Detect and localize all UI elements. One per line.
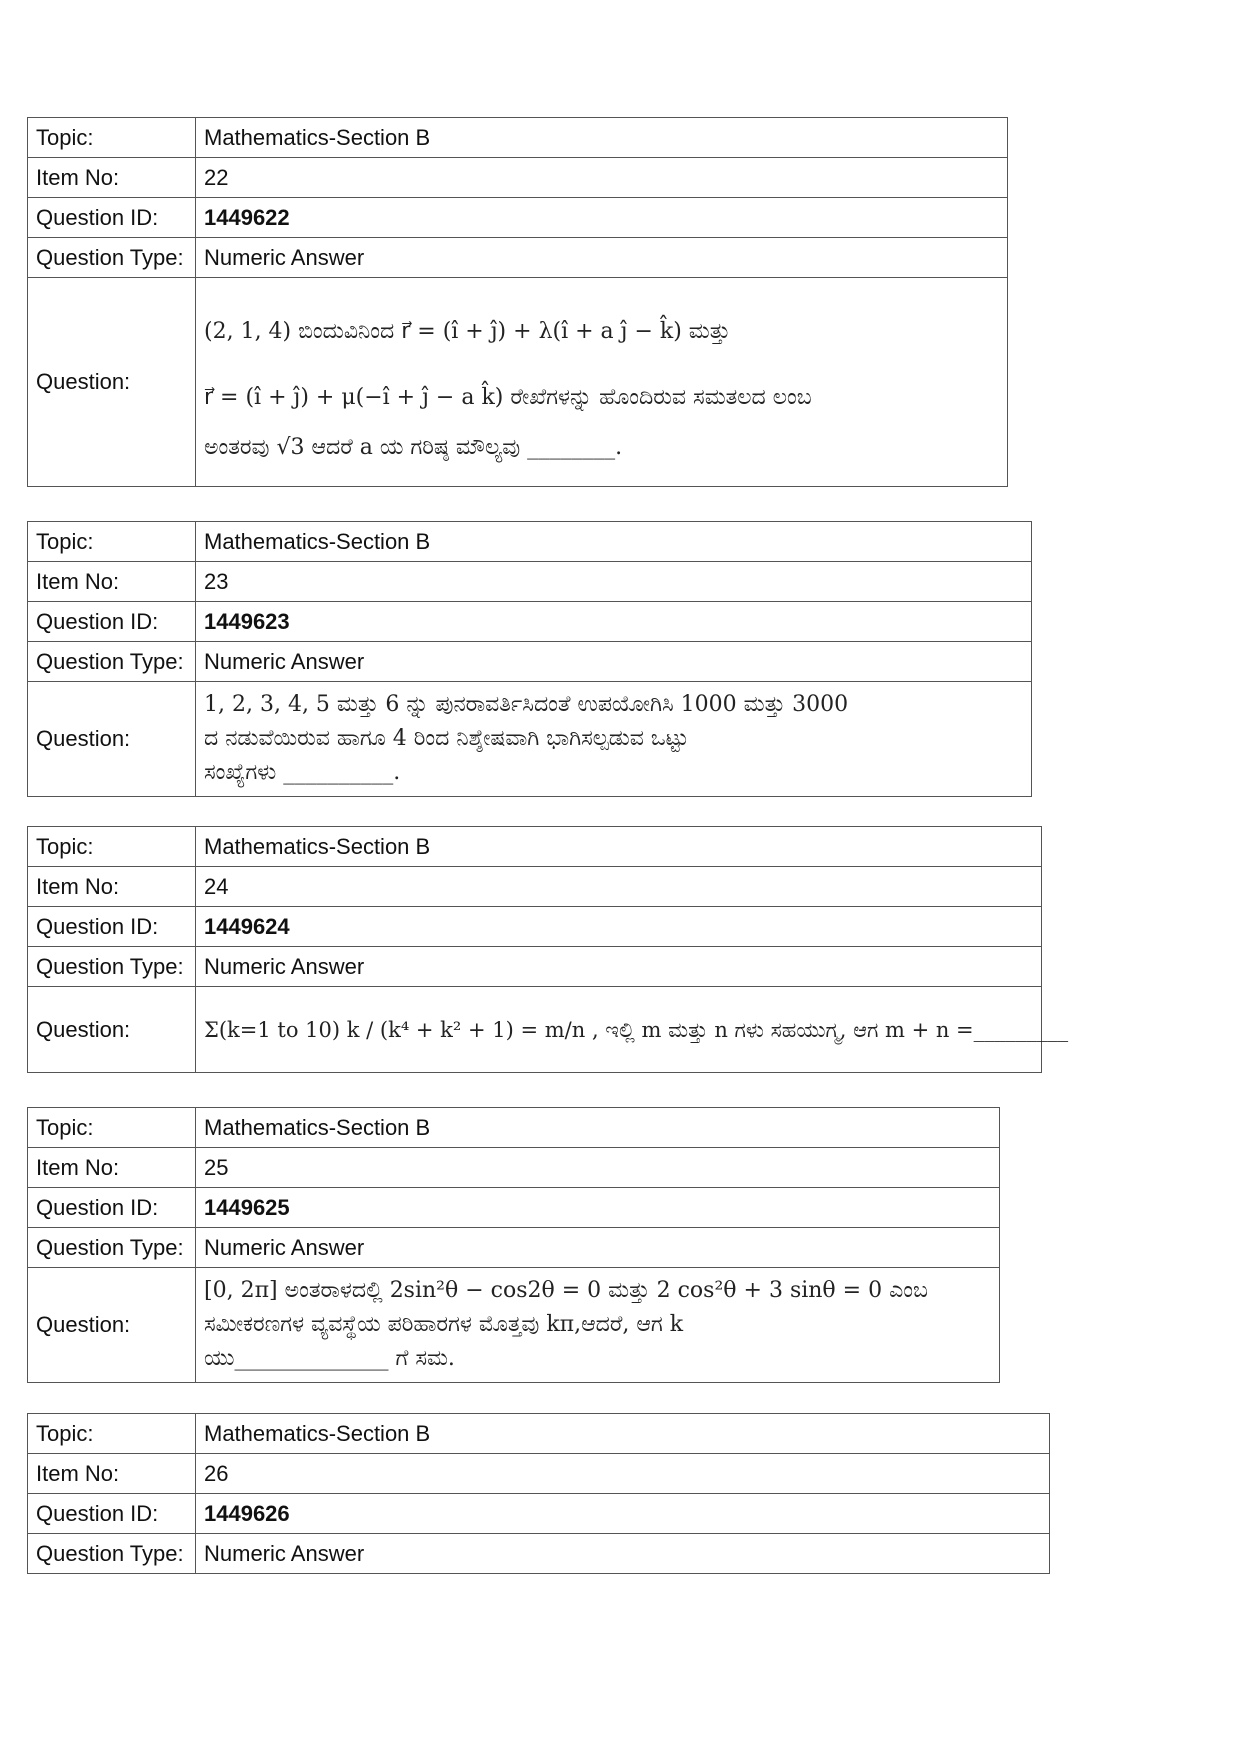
question-type-value: Numeric Answer [196,1534,1050,1574]
item-no-value: 23 [196,562,1032,602]
question-id-row [28,1188,1000,1228]
item-no-label: Item No: [28,1148,196,1188]
topic-row [28,1414,1050,1454]
question-line: (2, 1, 4) ಬಿಂದುವಿನಿಂದ r⃗ = (î + ĵ) + λ(î + a ĵ − k̂) ಮತ್ತು [204,319,731,344]
item-no-value: 26 [196,1454,1050,1494]
question-type-value: Numeric Answer [196,947,1042,987]
question-type-row [28,1228,1000,1268]
question-label: Question: [28,987,196,1073]
question-id-row [28,907,1042,947]
question-type-value: Numeric Answer [196,238,1008,278]
question-type-label: Question Type: [28,1534,196,1574]
topic-label: Topic: [28,1414,196,1454]
question-id-label: Question ID: [28,198,196,238]
item-no-label: Item No: [28,867,196,907]
item-no-label: Item No: [28,1454,196,1494]
topic-row [28,827,1042,867]
question-type-label: Question Type: [28,947,196,987]
question-line: ದ ನಡುವೆಯಿರುವ ಹಾಗೂ 4 ರಿಂದ ನಿಶ್ಶೇಷವಾಗಿ ಭಾಗಿಸಲ್ಪಡುವ ಒಟ್ಟು [204,726,689,751]
question-row [28,987,1042,1073]
question-text [196,682,1032,797]
topic-value: Mathematics-Section B [196,1108,1000,1148]
item-no-value: 25 [196,1148,1000,1188]
question-id-label: Question ID: [28,1494,196,1534]
item-no-row [28,1148,1000,1188]
question-line: ಯು______________ ಗೆ ಸಮ. [204,1346,455,1371]
question-type-row [28,238,1008,278]
question-text [196,987,1069,1073]
question-type-value: Numeric Answer [196,1228,1000,1268]
question-line: Σ(k=1 to 10) k / (k⁴ + k² + 1) = m/n , ಇಲ್ಲಿ m ಮತ್ತು n ಗಳು ಸಹಯುಗ್ಮ, ಆಗ m + n =_________ [204,1017,1069,1042]
topic-value: Mathematics-Section B [196,522,1032,562]
question-id-value: 1449623 [196,602,1032,642]
question-row [28,278,1008,487]
question-text [196,278,1008,487]
topic-label: Topic: [28,827,196,867]
topic-row [28,118,1008,158]
item-no-value: 24 [196,867,1042,907]
question-line: [0, 2π] ಅಂತರಾಳದಲ್ಲಿ 2sin²θ − cos2θ = 0 ಮತ್ತು 2 cos²θ + 3 sinθ = 0 ಎಂಬ [204,1278,928,1303]
topic-value: Mathematics-Section B [196,1414,1050,1454]
question-id-value: 1449624 [196,907,1042,947]
item-no-label: Item No: [28,562,196,602]
item-no-row [28,158,1008,198]
question-row [28,682,1032,797]
topic-row [28,1108,1000,1148]
question-card-25 [27,1107,1000,1383]
question-type-row [28,947,1042,987]
question-id-row [28,1494,1050,1534]
question-line: ಸಮೀಕರಣಗಳ ವ್ಯವಸ್ಥೆಯ ಪರಿಹಾರಗಳ ಮೊತ್ತವು kπ,ಆದರೆ, ಆಗ k [204,1312,684,1337]
question-id-row [28,602,1032,642]
question-line: r⃗ = (î + ĵ) + μ(−î + ĵ − a k̂) ರೇಖೆಗಳನ್ನು ಹೊಂದಿರುವ ಸಮತಲದ ಲಂಬ [204,385,812,410]
question-label: Question: [28,278,196,487]
question-type-row [28,1534,1050,1574]
question-line: ಅಂತರವು √3 ಆದರೆ a ಯ ಗರಿಷ್ಠ ಮೌಲ್ಯವು ________. [204,435,623,460]
question-type-label: Question Type: [28,238,196,278]
question-line: ಸಂಖ್ಯೆಗಳು __________. [204,760,401,785]
question-label: Question: [28,1268,196,1383]
topic-label: Topic: [28,118,196,158]
question-id-label: Question ID: [28,1188,196,1228]
question-id-value: 1449625 [196,1188,1000,1228]
question-id-value: 1449622 [196,198,1008,238]
topic-label: Topic: [28,1108,196,1148]
topic-row [28,522,1032,562]
topic-label: Topic: [28,522,196,562]
question-label: Question: [28,682,196,797]
item-no-label: Item No: [28,158,196,198]
question-type-label: Question Type: [28,642,196,682]
item-no-row [28,1454,1050,1494]
question-card-22 [27,117,1008,487]
question-id-label: Question ID: [28,602,196,642]
item-no-row [28,562,1032,602]
question-id-row [28,198,1008,238]
question-text [196,1268,1000,1383]
question-id-label: Question ID: [28,907,196,947]
question-type-label: Question Type: [28,1228,196,1268]
question-card-23 [27,521,1032,797]
question-id-value: 1449626 [196,1494,1050,1534]
question-line: 1, 2, 3, 4, 5 ಮತ್ತು 6 ನ್ನು ಪುನರಾವರ್ತಿಸಿದಂತೆ ಉಪಯೋಗಿಸಿ 1000 ಮತ್ತು 3000 [204,692,849,717]
item-no-value: 22 [196,158,1008,198]
item-no-row [28,867,1042,907]
question-card-26 [27,1413,1050,1574]
question-type-row [28,642,1032,682]
topic-value: Mathematics-Section B [196,118,1008,158]
topic-value: Mathematics-Section B [196,827,1042,867]
question-row [28,1268,1000,1383]
question-card-24 [27,826,1069,1073]
question-type-value: Numeric Answer [196,642,1032,682]
